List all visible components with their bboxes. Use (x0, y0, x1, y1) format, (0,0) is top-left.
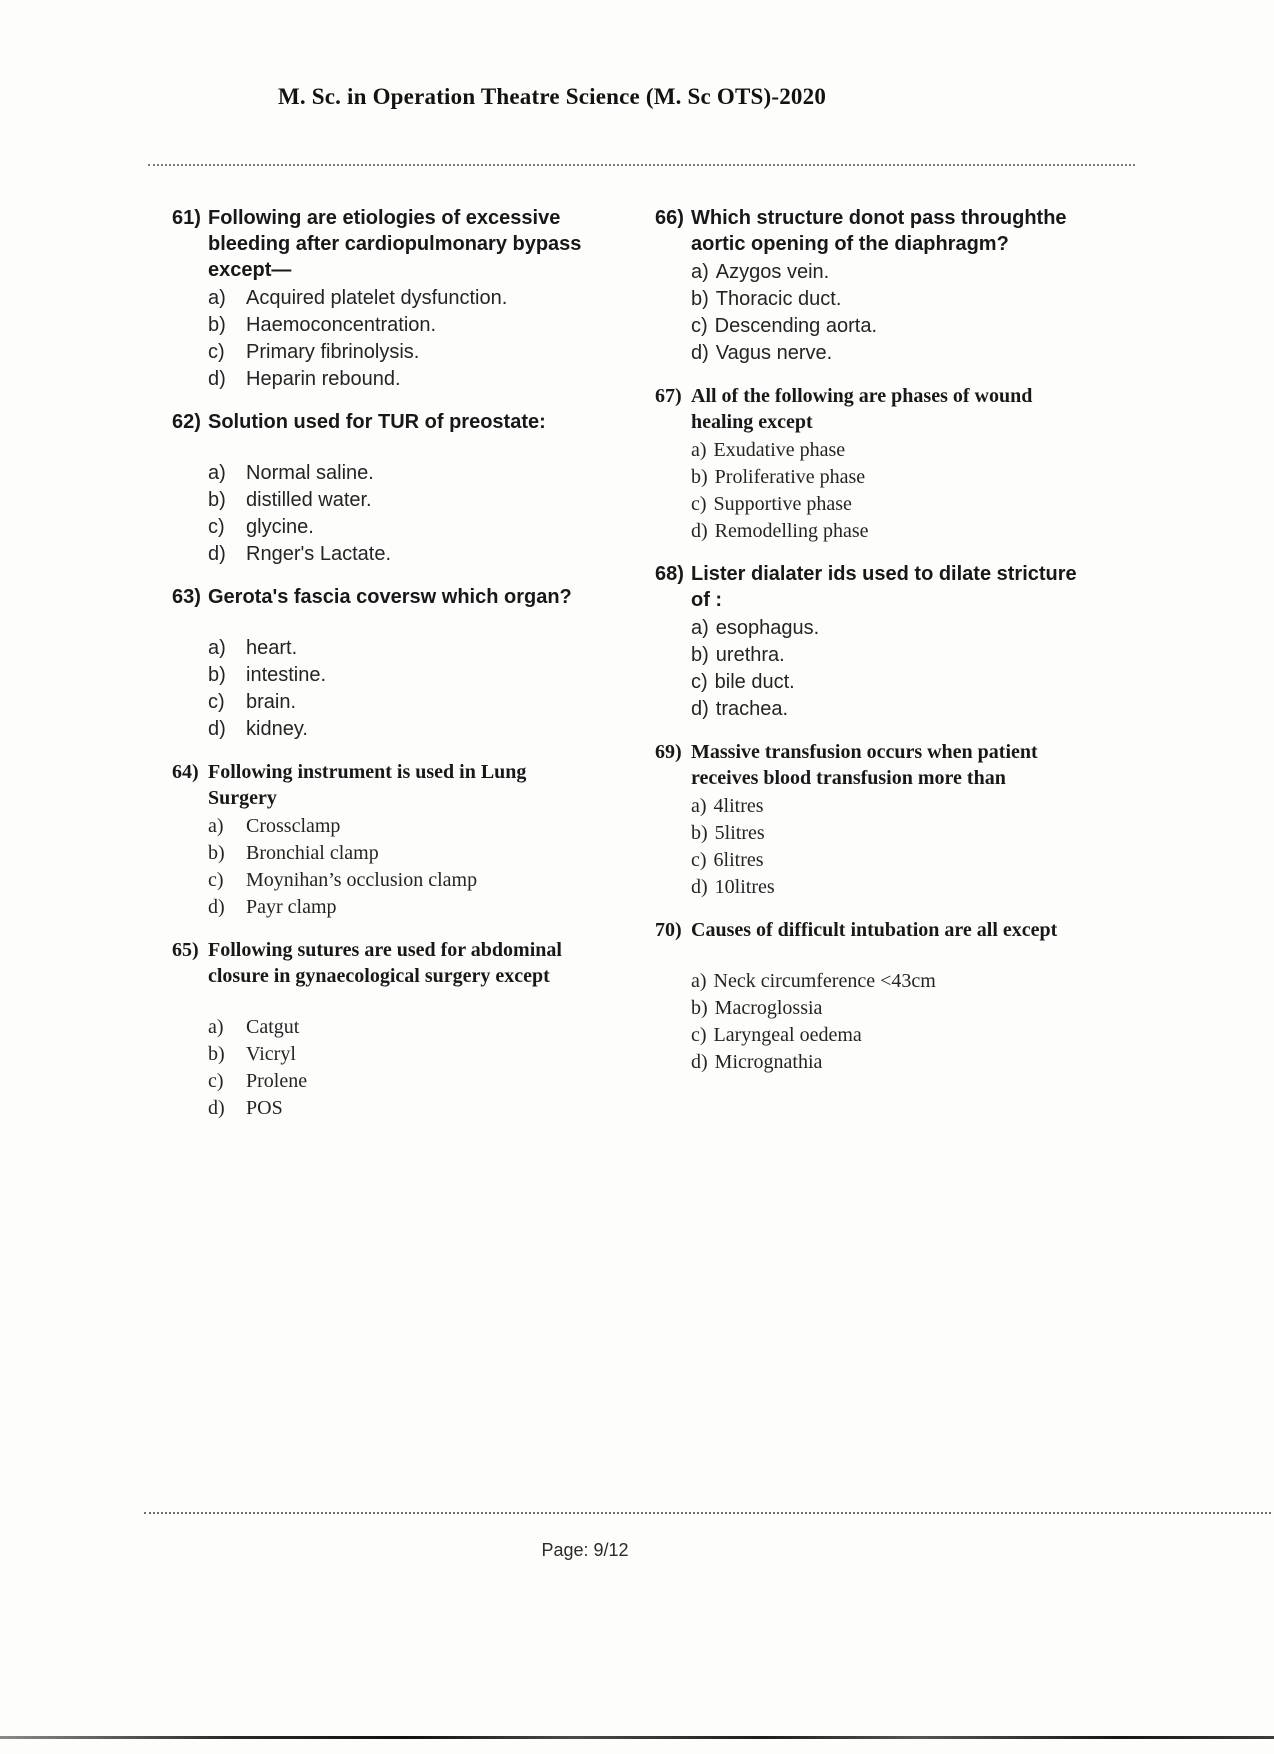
question-body (691, 917, 1155, 1076)
option-letter: d) (691, 1051, 708, 1073)
questions-column-right (655, 205, 1155, 1092)
option-letter: a) (691, 439, 707, 461)
option-text: Payr clamp (246, 896, 337, 918)
option-text: distilled water. (246, 489, 372, 511)
option-c (208, 689, 618, 716)
option-d (691, 874, 1155, 901)
option-text: Rnger's Lactate. (246, 543, 392, 565)
option-text: Crossclamp (246, 815, 341, 837)
option-letter: d) (208, 543, 226, 565)
option-d (691, 696, 1155, 723)
option-letter: d) (208, 368, 226, 390)
option-text: Neck circumference <43cm (713, 970, 936, 992)
option-d (208, 894, 618, 921)
question-number: 69) (655, 741, 682, 763)
option-letter: c) (691, 1024, 707, 1046)
option-b (691, 464, 1155, 491)
question-text-line: except— (208, 259, 292, 281)
question-body (691, 739, 1155, 901)
option-text: Exudative phase (713, 439, 846, 461)
question-67 (655, 383, 1155, 545)
question-text-line: closure in gynaecological surgery except (208, 965, 550, 987)
option-c (691, 313, 1155, 340)
page-title: M. Sc. in Operation Theatre Science (M. Sc OTS)-2020 (277, 84, 827, 109)
option-letter: a) (691, 261, 709, 283)
option-letter: b) (208, 489, 226, 511)
question-61 (172, 205, 618, 393)
option-letter: d) (691, 342, 709, 364)
options-list (208, 813, 618, 921)
option-letter: d) (208, 896, 225, 918)
question-number: 67) (655, 385, 682, 407)
options-list (691, 968, 1155, 1076)
option-text: Proliferative phase (714, 466, 866, 488)
question-text-line: receives blood transfusion more than (691, 767, 1006, 789)
option-b (691, 820, 1155, 847)
question-body (208, 584, 618, 743)
option-letter: c) (691, 315, 708, 337)
option-text: Heparin rebound. (246, 368, 401, 390)
question-69 (655, 739, 1155, 901)
question-text-line: of : (691, 589, 723, 611)
option-a (691, 259, 1155, 286)
option-text: POS (246, 1097, 283, 1119)
option-text: glycine. (246, 516, 314, 538)
option-text: Acquired platelet dysfunction. (246, 287, 508, 309)
option-d (208, 716, 618, 743)
header-divider (148, 164, 1135, 166)
question-text-line: Gerota's fascia coversw which organ? (208, 586, 572, 608)
options-list (208, 460, 618, 568)
option-text: Micrognathia (714, 1051, 823, 1073)
option-text: Macroglossia (714, 997, 823, 1019)
option-c (208, 1068, 618, 1095)
footer-divider (144, 1512, 1271, 1514)
question-text-line: Following sutures are used for abdominal (208, 939, 562, 961)
option-text: Haemoconcentration. (246, 314, 437, 336)
option-letter: a) (208, 462, 226, 484)
option-a (208, 813, 618, 840)
option-text: Prolene (246, 1070, 308, 1092)
question-66 (655, 205, 1155, 367)
options-list (691, 615, 1155, 723)
option-c (691, 1022, 1155, 1049)
option-text: Supportive phase (713, 493, 852, 515)
question-body (208, 205, 618, 393)
question-body (691, 205, 1155, 367)
option-d (691, 340, 1155, 367)
option-d (691, 518, 1155, 545)
options-list (208, 635, 618, 743)
option-text: Bronchial clamp (246, 842, 379, 864)
option-letter: d) (691, 520, 708, 542)
option-letter: c) (208, 516, 225, 538)
option-a (208, 1014, 618, 1041)
question-text-line: Following instrument is used in Lung (208, 761, 527, 783)
options-list (691, 437, 1155, 545)
option-text: Azygos vein. (715, 261, 830, 283)
option-text: bile duct. (714, 671, 795, 693)
option-letter: b) (208, 1043, 225, 1065)
question-text-line: Following are etiologies of excessive (208, 207, 561, 229)
question-number: 63) (172, 586, 201, 608)
question-64 (172, 759, 618, 921)
question-text-line: bleeding after cardiopulmonary bypass (208, 233, 582, 255)
options-list (208, 285, 618, 393)
question-63 (172, 584, 618, 743)
option-letter: a) (208, 637, 226, 659)
option-letter: c) (691, 493, 707, 515)
question-number: 68) (655, 563, 684, 585)
question-text-line: Which structure donot pass throughthe (691, 207, 1067, 229)
option-text: Thoracic duct. (715, 288, 842, 310)
option-b (208, 1041, 618, 1068)
option-text: 6litres (713, 849, 764, 871)
option-b (208, 662, 618, 689)
option-letter: a) (691, 795, 707, 817)
option-a (208, 460, 618, 487)
option-text: Remodelling phase (714, 520, 869, 542)
option-a (691, 437, 1155, 464)
option-letter: d) (208, 1097, 225, 1119)
question-number: 66) (655, 207, 684, 229)
option-a (208, 285, 618, 312)
option-b (691, 286, 1155, 313)
option-text: Normal saline. (246, 462, 374, 484)
question-text-line: Surgery (208, 787, 277, 809)
option-letter: b) (208, 664, 226, 686)
option-text: intestine. (246, 664, 327, 686)
option-b (691, 642, 1155, 669)
option-text: 4litres (713, 795, 764, 817)
question-text-line: Massive transfusion occurs when patient (691, 741, 1038, 763)
option-letter: c) (208, 691, 225, 713)
option-text: kidney. (246, 718, 308, 740)
option-letter: a) (691, 970, 707, 992)
question-70 (655, 917, 1155, 1076)
option-letter: b) (691, 644, 709, 666)
option-letter: a) (208, 815, 224, 837)
page-number: Page: 9/12 (541, 1540, 629, 1560)
question-body (691, 561, 1155, 723)
option-d (208, 366, 618, 393)
question-number: 61) (172, 207, 201, 229)
option-text: Catgut (246, 1016, 300, 1038)
question-text-line: aortic opening of the diaphragm? (691, 233, 1009, 255)
option-text: Descending aorta. (714, 315, 877, 337)
question-65 (172, 937, 618, 1122)
option-letter: a) (208, 1016, 224, 1038)
option-letter: a) (208, 287, 226, 309)
option-letter: b) (691, 288, 709, 310)
option-text: trachea. (715, 698, 789, 720)
option-text: esophagus. (715, 617, 820, 639)
option-b (208, 487, 618, 514)
question-text-line: All of the following are phases of wound (691, 385, 1033, 407)
option-letter: c) (208, 869, 224, 891)
option-d (208, 541, 618, 568)
option-text: Vagus nerve. (715, 342, 833, 364)
question-text-line: healing except (691, 411, 813, 433)
option-a (208, 635, 618, 662)
question-number: 62) (172, 411, 201, 433)
question-number: 64) (172, 761, 199, 783)
option-c (208, 867, 618, 894)
option-d (208, 1095, 618, 1122)
option-letter: a) (691, 617, 709, 639)
option-d (691, 1049, 1155, 1076)
options-list (208, 1014, 618, 1122)
option-letter: b) (208, 314, 226, 336)
question-number: 65) (172, 939, 199, 961)
options-list (691, 259, 1155, 367)
option-b (691, 995, 1155, 1022)
question-body (208, 409, 618, 568)
question-number: 70) (655, 919, 682, 941)
question-body (208, 937, 618, 1122)
option-letter: d) (208, 718, 226, 740)
question-68 (655, 561, 1155, 723)
option-letter: b) (691, 997, 708, 1019)
question-62 (172, 409, 618, 568)
questions-column-left (172, 205, 618, 1138)
option-letter: c) (208, 1070, 224, 1092)
question-text-line: Lister dialater ids used to dilate stricture (691, 563, 1077, 585)
option-c (691, 491, 1155, 518)
option-b (208, 840, 618, 867)
option-letter: c) (208, 341, 225, 363)
question-text-line: Causes of difficult intubation are all except (691, 919, 1058, 941)
question-text-line: Solution used for TUR of preostate: (208, 411, 546, 433)
option-a (691, 968, 1155, 995)
question-body (691, 383, 1155, 545)
option-text: Moynihan’s occlusion clamp (246, 869, 478, 891)
options-list (691, 793, 1155, 901)
option-letter: b) (208, 842, 225, 864)
option-a (691, 615, 1155, 642)
option-c (691, 669, 1155, 696)
option-b (208, 312, 618, 339)
option-letter: c) (691, 849, 707, 871)
option-letter: b) (691, 822, 708, 844)
option-text: Laryngeal oedema (713, 1024, 862, 1046)
option-text: brain. (246, 691, 297, 713)
question-body (208, 759, 618, 921)
option-a (691, 793, 1155, 820)
option-text: 10litres (714, 876, 775, 898)
option-letter: c) (691, 671, 708, 693)
option-letter: d) (691, 698, 709, 720)
option-text: 5litres (714, 822, 765, 844)
page-footer (0, 1540, 1274, 1561)
option-text: Vicryl (246, 1043, 296, 1065)
scan-edge-line (0, 1736, 1274, 1739)
option-text: urethra. (715, 644, 785, 666)
option-c (208, 339, 618, 366)
option-letter: d) (691, 876, 708, 898)
option-text: heart. (246, 637, 298, 659)
option-letter: b) (691, 466, 708, 488)
option-text: Primary fibrinolysis. (246, 341, 420, 363)
option-c (208, 514, 618, 541)
option-c (691, 847, 1155, 874)
